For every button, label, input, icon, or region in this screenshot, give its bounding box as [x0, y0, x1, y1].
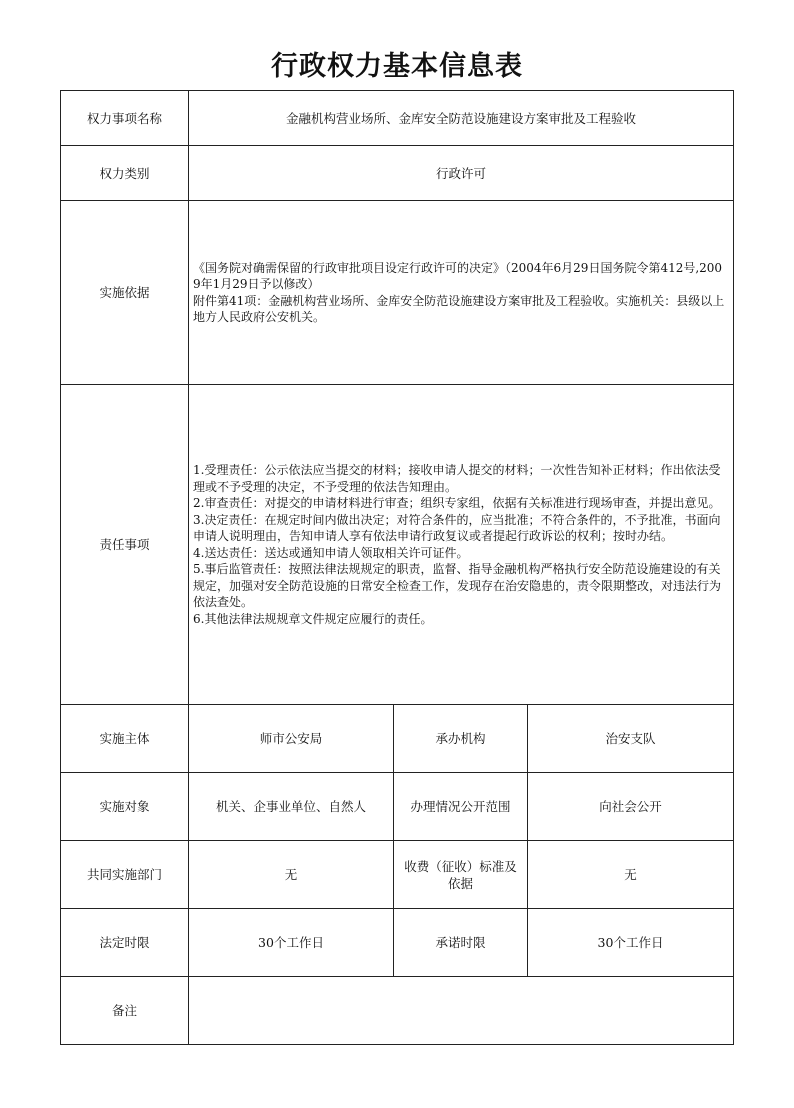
- page-title: 行政权力基本信息表: [271, 51, 523, 82]
- subject-value: 师市公安局: [189, 705, 394, 773]
- joint-label: 共同实施部门: [61, 841, 189, 909]
- row-item-name: [61, 91, 734, 146]
- responsibility-line: 3.决定责任：在规定时间内做出决定；对符合条件的，应当批准；不符合条件的，不予批准，书面向申请人说明理由，告知申请人享有依法申请行政复议或者提起行政诉讼的权利；按时办结。: [193, 512, 721, 543]
- disclosure-value: 向社会公开: [528, 773, 734, 841]
- basis-line: 《国务院对确需保留的行政审批项目设定行政许可的决定》（2004年6月29日国务院令第412号,2009年1月29日予以修改）: [193, 260, 723, 291]
- responsibility-line: 1.受理责任：公示依法应当提交的材料；接收申请人提交的材料；一次性告知补正材料；作出依法受理或不予受理的决定，不予受理的依法告知理由。: [193, 463, 721, 494]
- row-subject: [61, 705, 734, 773]
- agency-value: 治安支队: [528, 705, 734, 773]
- row-time-limit: [61, 909, 734, 977]
- target-label: 实施对象: [61, 773, 189, 841]
- responsibility-line: 5.事后监管责任：按照法律法规规定的职责，监督、指导金融机构严格执行安全防范设施建设的有关规定，加强对安全防范设施的日常安全检查工作，发现存在治安隐患的，责令限期整改，对违法行为依法查处。: [193, 562, 722, 609]
- basis-value: [189, 201, 734, 385]
- remarks-label: 备注: [61, 977, 189, 1045]
- remarks-value: [189, 977, 734, 1045]
- disclosure-label: 办理情况公开范围: [394, 773, 528, 841]
- responsibility-line: 6.其他法律法规规章文件规定应履行的责任。: [193, 611, 433, 626]
- responsibility-line: 2.审查责任：对提交的申请材料进行审查；组织专家组，依据有关标准进行现场审查，并提出意见。: [193, 496, 721, 510]
- joint-value: 无: [189, 841, 394, 909]
- promise-limit-label: 承诺时限: [394, 909, 528, 977]
- row-joint: [61, 841, 734, 909]
- responsibility-line: 4.送达责任：送达或通知申请人领取相关许可证件。: [193, 545, 469, 560]
- promise-limit-value: 30个工作日: [528, 909, 734, 977]
- row-target: [61, 773, 734, 841]
- category-value: 行政许可: [189, 146, 734, 201]
- row-remarks: [61, 977, 734, 1045]
- row-category: [61, 146, 734, 201]
- subject-label: 实施主体: [61, 705, 189, 773]
- basis-label: 实施依据: [61, 201, 189, 385]
- responsibility-label: 责任事项: [61, 385, 189, 705]
- time-limit-label: 法定时限: [61, 909, 189, 977]
- time-limit-value: 30个工作日: [189, 909, 394, 977]
- fee-value: 无: [528, 841, 734, 909]
- agency-label: 承办机构: [394, 705, 528, 773]
- target-value: 机关、企事业单位、自然人: [189, 773, 394, 841]
- row-basis: [61, 201, 734, 385]
- category-label: 权力类别: [61, 146, 189, 201]
- info-table: [60, 90, 734, 1045]
- item-name-value: 金融机构营业场所、金库安全防范设施建设方案审批及工程验收: [189, 91, 734, 146]
- responsibility-value: [189, 385, 734, 705]
- basis-line: 附件第41项：金融机构营业场所、金库安全防范设施建设方案审批及工程验收。实施机关：县级以上地方人民政府公安机关。: [193, 293, 725, 324]
- row-responsibility: [61, 385, 734, 705]
- item-name-label: 权力事项名称: [61, 91, 189, 146]
- fee-label: 收费（征收）标准及依据: [394, 841, 528, 909]
